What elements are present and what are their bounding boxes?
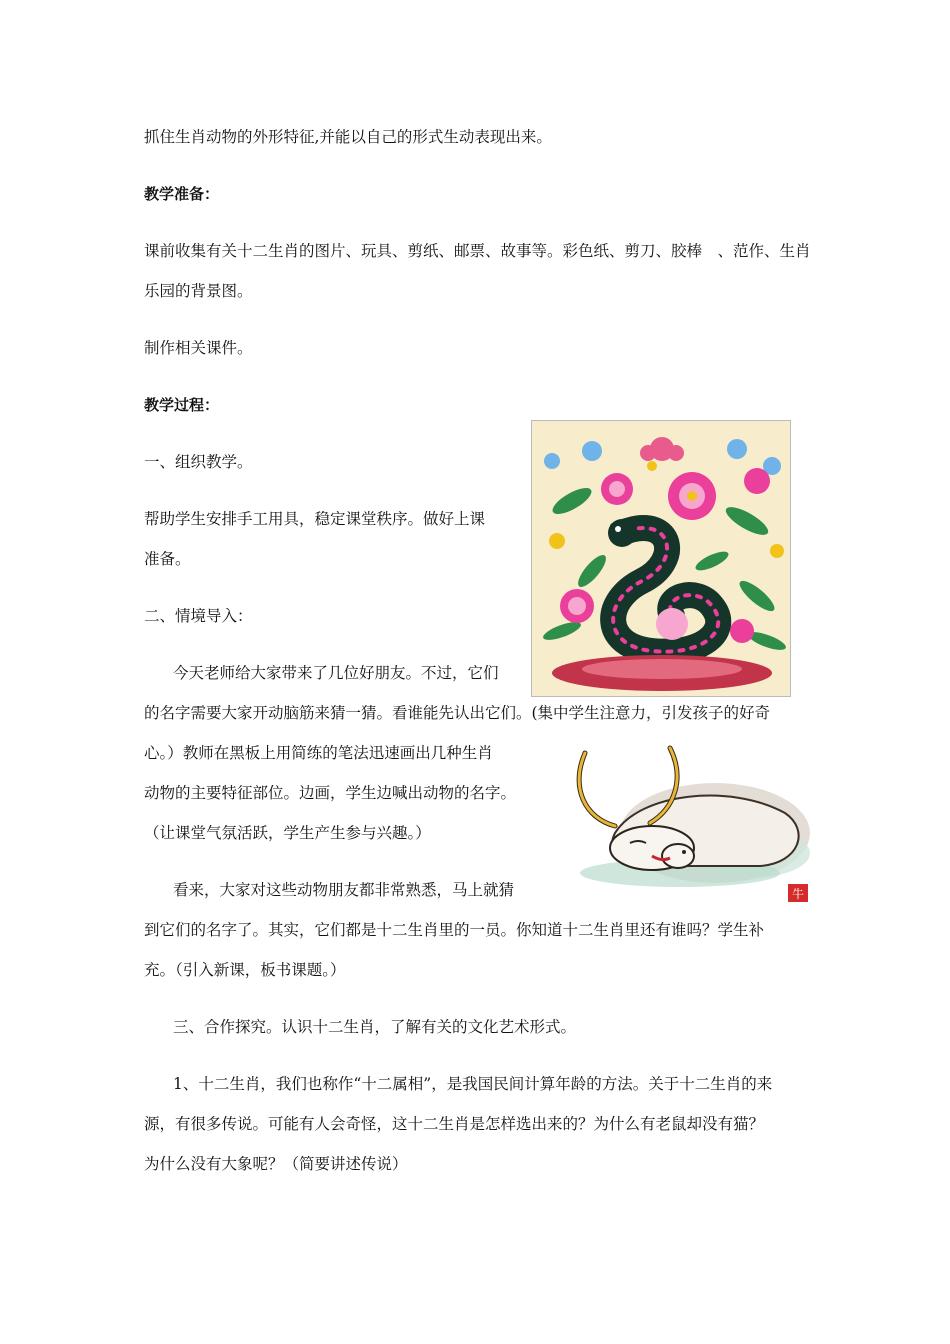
section-heading: 三、合作探究。认识十二生肖，了解有关的文化艺术形式。 — [173, 1018, 577, 1036]
paragraph: 帮助学生安排手工用具，稳定课堂秩序。做好上课 — [144, 510, 486, 528]
heading-process: 教学过程： — [144, 396, 220, 414]
paragraph: 1、十二生肖，我们也称作“十二属相”，是我国民间计算年龄的方法。关于十二生肖的来 — [173, 1075, 773, 1093]
paragraph: 的名字需要大家开动脑筋来猜一猜。看谁能先认出它们。(集中学生注意力，引发孩子的好奇 — [144, 704, 771, 722]
ox-ink-painting-image — [560, 738, 822, 908]
paragraph: 看来，大家对这些动物朋友都非常熟悉，马上就猜 — [173, 881, 515, 899]
paragraph: 准备。 — [144, 550, 191, 568]
papercut-snake-image — [531, 420, 791, 697]
paragraph: 乐园的背景图。 — [144, 282, 253, 300]
ox-seal-text: 牛 — [791, 887, 805, 901]
paragraph: 到它们的名字了。其实，它们都是十二生肖里的一员。你知道十二生肖里还有谁吗？学生补 — [144, 921, 765, 939]
paragraph: 抓住生肖动物的外形特征,并能以自己的形式生动表现出来。 — [144, 128, 552, 146]
section-heading: 二、情境导入： — [144, 607, 253, 625]
paragraph: （让课堂气氛活跃，学生产生参与兴趣。） — [144, 824, 431, 842]
paragraph: 充。（引入新课，板书课题。） — [144, 961, 346, 979]
heading-preparation: 教学准备： — [144, 185, 220, 203]
paragraph: 心。）教师在黑板上用简练的笔法迅速画出几种生肖 — [144, 744, 493, 762]
section-heading: 一、组织教学。 — [144, 453, 253, 471]
paragraph: 源，有很多传说。可能有人会奇怪，这十二生肖是怎样选出来的？为什么有老鼠却没有猫？ — [144, 1115, 765, 1133]
paragraph: 动物的主要特征部位。边画，学生边喊出动物的名字。 — [144, 784, 517, 802]
paragraph: 今天老师给大家带来了几位好朋友。不过，它们 — [173, 664, 499, 682]
paragraph: 为什么没有大象呢？（简要讲述传说） — [144, 1155, 408, 1173]
paragraph: 制作相关课件。 — [144, 339, 253, 357]
paragraph: 课前收集有关十二生肖的图片、玩具、剪纸、邮票、故事等。彩色纸、剪刀、胶棒 、范作、生肖 — [144, 242, 811, 260]
